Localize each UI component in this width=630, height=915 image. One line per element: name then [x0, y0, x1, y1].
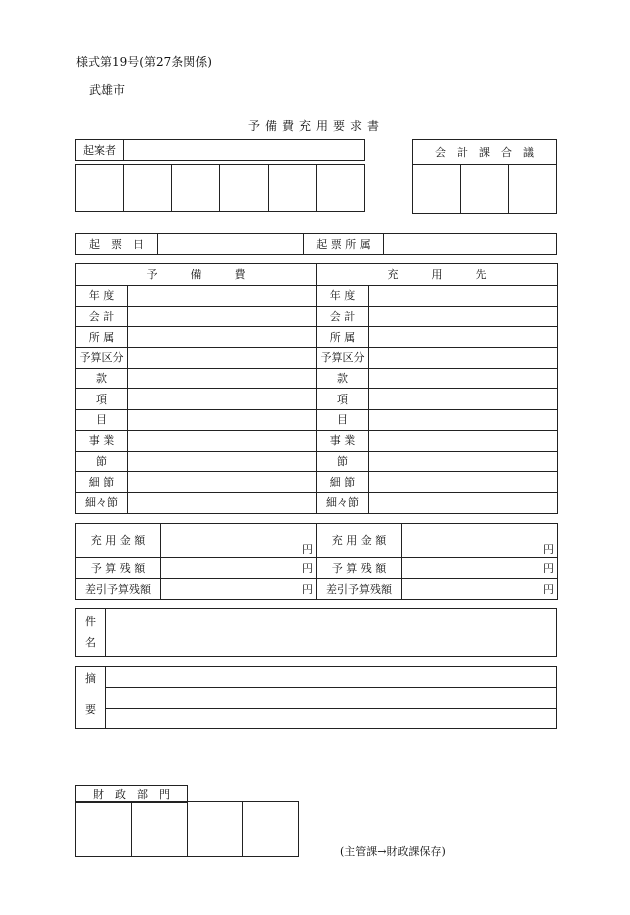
subject-label-top: 件 [85, 614, 96, 628]
source-row-label: 目 [76, 410, 128, 431]
accounting-stamp-cell[interactable] [461, 165, 509, 214]
finance-dept-label: 財 政 部 門 [76, 786, 188, 803]
finance-stamp-cell[interactable] [76, 802, 132, 857]
dest-row-field[interactable] [369, 472, 558, 493]
source-row-field[interactable] [128, 451, 317, 472]
yen-unit: 円 [543, 582, 554, 596]
subject-table [75, 608, 557, 657]
form-number: 様式第19号(第27条関係) [76, 55, 212, 69]
dest-row-field[interactable] [369, 410, 558, 431]
finance-stamp-table [75, 801, 299, 857]
accounting-label: 会 計 課 合 議 [413, 140, 557, 165]
source-row-field[interactable] [128, 286, 317, 307]
dest-net-balance-field[interactable] [402, 579, 558, 600]
dest-row-field[interactable] [369, 389, 558, 410]
dest-balance-label: 予 算 残 額 [317, 558, 402, 579]
dest-row-field[interactable] [369, 451, 558, 472]
source-row-field[interactable] [128, 410, 317, 431]
subject-label [76, 609, 106, 657]
source-row-field[interactable] [128, 389, 317, 410]
destination-heading: 充 用 先 [317, 264, 558, 286]
drafter-stamp-cell[interactable] [268, 165, 316, 212]
source-row-field[interactable] [128, 348, 317, 369]
summary-label [76, 667, 106, 729]
source-row-label: 年 度 [76, 286, 128, 307]
source-row-label: 細々節 [76, 492, 128, 513]
source-row-label: 所 属 [76, 327, 128, 348]
dest-row-field[interactable] [369, 430, 558, 451]
source-row-label: 予算区分 [76, 348, 128, 369]
draft-dept-label: 起 票 所 属 [304, 234, 384, 255]
dest-amount-field[interactable] [402, 524, 558, 558]
dest-row-label: 目 [317, 410, 369, 431]
dest-row-label: 所 属 [317, 327, 369, 348]
dest-row-label: 項 [317, 389, 369, 410]
source-row-label: 項 [76, 389, 128, 410]
source-row-label: 細 節 [76, 472, 128, 493]
finance-stamp-cell[interactable] [243, 802, 299, 857]
drafter-label: 起案者 [76, 140, 124, 161]
source-row-field[interactable] [128, 368, 317, 389]
draft-date-label: 起 票 日 [76, 234, 158, 255]
dest-row-field[interactable] [369, 327, 558, 348]
dest-row-field[interactable] [369, 348, 558, 369]
dest-row-label: 会 計 [317, 306, 369, 327]
page-title: 予備費充用要求書 [248, 119, 385, 133]
accounting-table [412, 139, 557, 214]
drafter-stamp-cell[interactable] [124, 165, 172, 212]
subject-field[interactable] [106, 609, 557, 657]
subject-label-bottom: 名 [85, 635, 96, 649]
source-row-label: 款 [76, 368, 128, 389]
yen-unit: 円 [302, 543, 313, 556]
summary-label-bottom: 要 [85, 703, 96, 716]
summary-line[interactable] [106, 688, 557, 709]
finance-stamp-cell[interactable] [131, 802, 187, 857]
source-balance-label: 予 算 残 額 [76, 558, 161, 579]
summary-line[interactable] [106, 667, 557, 688]
summary-line[interactable] [106, 709, 557, 729]
dest-row-label: 細 節 [317, 472, 369, 493]
source-row-field[interactable] [128, 327, 317, 348]
source-row-label: 節 [76, 451, 128, 472]
dest-amount-label: 充 用 金 額 [317, 524, 402, 558]
yen-unit: 円 [543, 561, 554, 575]
source-row-field[interactable] [128, 472, 317, 493]
drafter-stamp-cell[interactable] [172, 165, 220, 212]
dest-row-field[interactable] [369, 492, 558, 513]
city-name: 武雄市 [89, 83, 126, 97]
allocation-table [75, 263, 558, 514]
accounting-stamp-cell[interactable] [509, 165, 557, 214]
dest-balance-field[interactable] [402, 558, 558, 579]
dest-row-field[interactable] [369, 286, 558, 307]
dest-row-label: 節 [317, 451, 369, 472]
source-row-field[interactable] [128, 306, 317, 327]
drafter-table [75, 139, 365, 212]
accounting-stamp-cell[interactable] [413, 165, 461, 214]
source-row-field[interactable] [128, 492, 317, 513]
source-net-balance-field[interactable] [161, 579, 317, 600]
source-row-field[interactable] [128, 430, 317, 451]
footer-note: (主管課→財政課保存) [340, 845, 446, 858]
summary-table [75, 666, 557, 729]
yen-unit: 円 [302, 582, 313, 596]
dest-row-label: 予算区分 [317, 348, 369, 369]
dest-net-balance-label: 差引予算残額 [317, 579, 402, 600]
draft-date-field[interactable] [158, 234, 304, 255]
drafter-stamp-cell[interactable] [76, 165, 124, 212]
finance-stamp-cell[interactable] [187, 802, 243, 857]
source-row-label: 会 計 [76, 306, 128, 327]
amount-table [75, 523, 558, 600]
drafter-stamp-cell[interactable] [316, 165, 364, 212]
source-amount-label: 充 用 金 額 [76, 524, 161, 558]
dest-row-label: 細々節 [317, 492, 369, 513]
yen-unit: 円 [302, 561, 313, 575]
draft-dept-field[interactable] [384, 234, 557, 255]
drafter-stamp-cell[interactable] [220, 165, 268, 212]
source-amount-field[interactable] [161, 524, 317, 558]
source-net-balance-label: 差引予算残額 [76, 579, 161, 600]
dest-row-field[interactable] [369, 306, 558, 327]
dest-row-field[interactable] [369, 368, 558, 389]
dest-row-label: 年 度 [317, 286, 369, 307]
drafter-name-field[interactable] [124, 140, 365, 161]
dest-row-label: 事 業 [317, 430, 369, 451]
source-row-label: 事 業 [76, 430, 128, 451]
reserve-fund-heading: 予 備 費 [76, 264, 317, 286]
yen-unit: 円 [543, 543, 554, 556]
source-balance-field[interactable] [161, 558, 317, 579]
draft-info-table [75, 233, 557, 255]
dest-row-label: 款 [317, 368, 369, 389]
summary-label-top: 摘 [85, 672, 96, 685]
